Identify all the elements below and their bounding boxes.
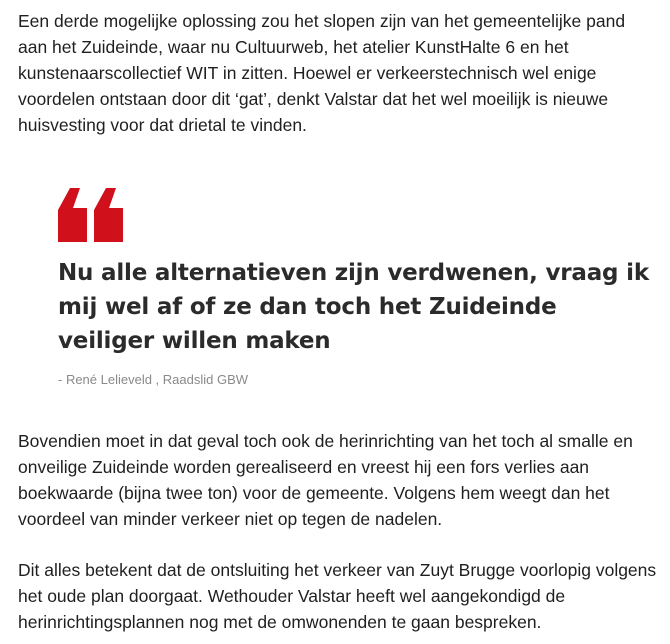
quote-mark-icon [58,188,658,242]
quote-attribution: - René Lelieveld , Raadslid GBW [58,372,249,387]
quote-text: Nu alle alternatieven zijn verdwenen, vraag ik mij wel af of ze dan toch het Zuideinde veiliger willen maken [58,260,649,354]
article-paragraph: Bovendien moet in dat geval toch ook de herinrichting van het toch al smalle en onveilige Zuideinde worden gerealiseerd en vreest hij een fors verlies aan boekwaarde (bijna twee ton) voor de gemeente. Volgens hem weegt dan het voordeel van minder verkeer niet op tegen de nadelen. [18,431,633,529]
pull-quote [58,188,658,387]
article-paragraph: Dit alles betekent dat de ontsluiting het verkeer van Zuyt Brugge voorlopig volgens het oude plan doorgaat. Wethouder Valstar heeft wel aangekondigd de herinrichtingsplannen nog met de omwonenden te gaan bespreken. [18,560,657,632]
article-paragraph: Een derde mogelijke oplossing zou het slopen zijn van het gemeentelijke pand aan het Zuideinde, waar nu Cultuurweb, het atelier KunstHalte 6 en het kunstenaarscollectief WIT in zitten. Hoewel er verkeerstechnisch wel enige voordelen ontstaan door dit ‘gat’, denkt Valstar dat het wel moeilijk is nieuwe huisvesting voor dat drietal te vinden. [18,11,626,135]
quote-mark-icon-svg [58,188,124,242]
